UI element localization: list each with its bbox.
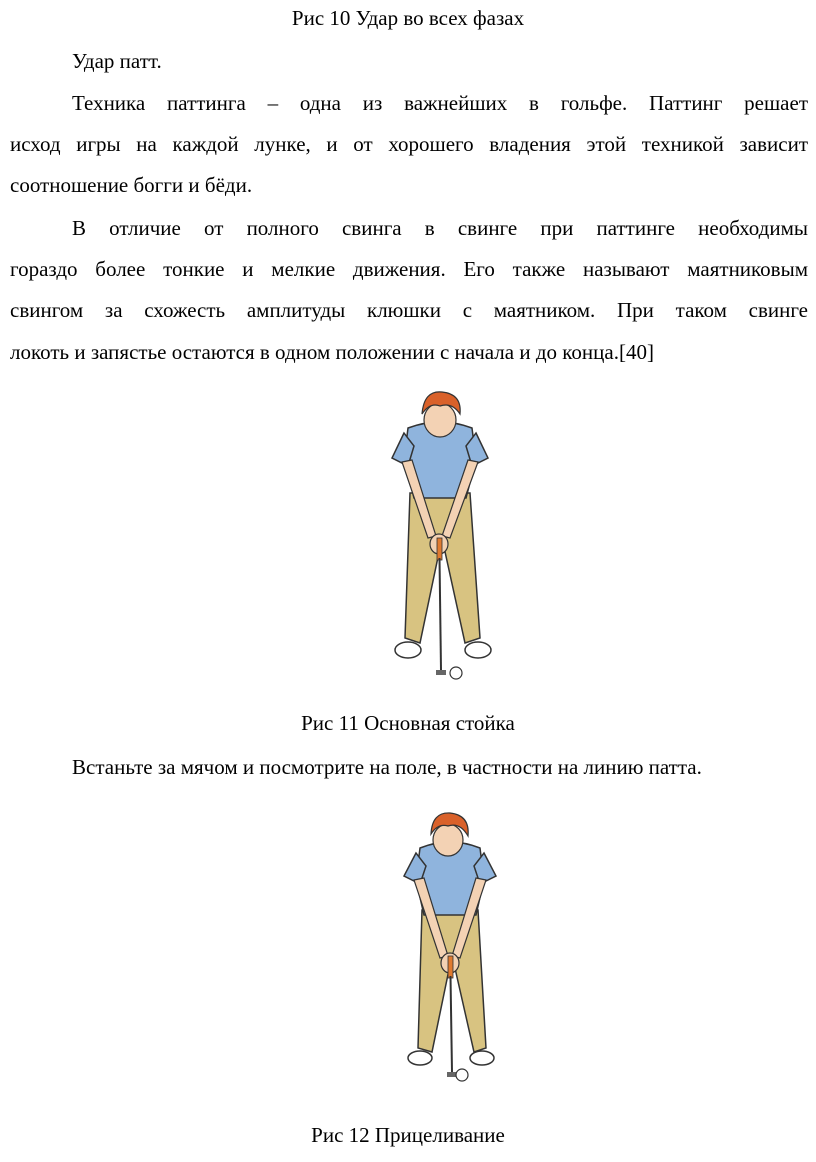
section-heading: Удар патт. [72, 49, 162, 73]
paragraph-2-line-1: В отличие от полного свинга в свинге при паттинге необходимы [72, 216, 808, 240]
paragraph-1-line-3: соотношение богги и бёди. [10, 173, 253, 197]
figure-11-caption: Рис 11 Основная стойка [301, 711, 515, 735]
golfer-aiming-illustration [390, 810, 510, 1090]
paragraph-1-line-2: исход игры на каждой лунке, и от хорошего владения этой техникой зависит [10, 132, 808, 156]
paragraph-2-line-4: локоть и запястье остаются в одном положении с начала и до конца.[40] [10, 340, 654, 364]
figure-10-caption: Рис 10 Удар во всех фазах [291, 6, 525, 30]
paragraph-2-line-2: гораздо более тонкие и мелкие движения. Его также называют маятниковым [10, 257, 808, 281]
instruction-text: Встаньте за мячом и посмотрите на поле, в частности на линию патта. [72, 755, 702, 779]
paragraph-1-line-1: Техника паттинга – одна из важнейших в гольфе. Паттинг решает [72, 91, 808, 115]
golfer-stance-illustration [380, 388, 500, 688]
figure-12-caption: Рис 12 Прицеливание [311, 1123, 505, 1147]
paragraph-2-line-3: свингом за схожесть амплитуды клюшки с маятником. При таком свинге [10, 298, 808, 322]
